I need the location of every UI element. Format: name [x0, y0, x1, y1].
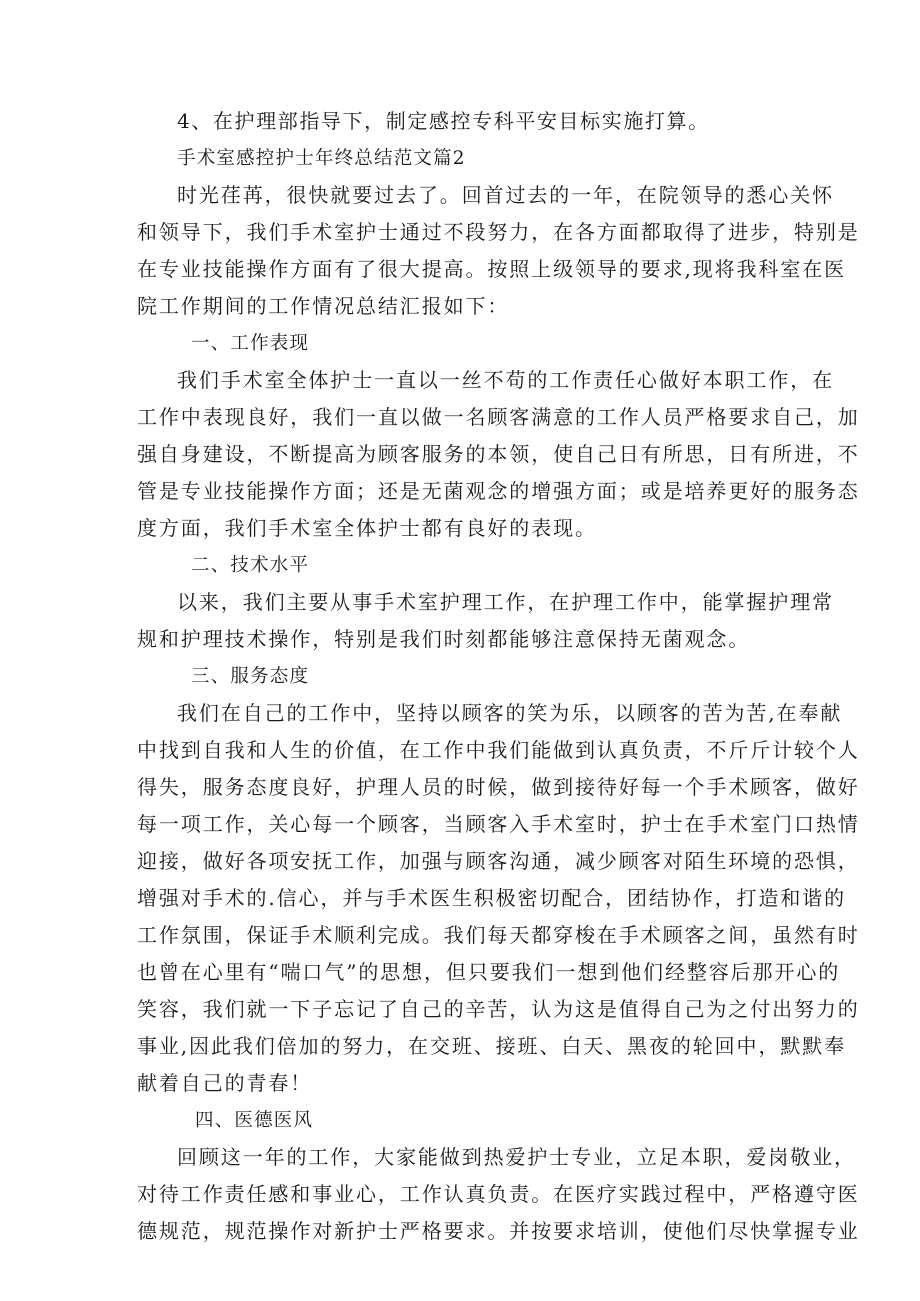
document-page [137, 103, 860, 1250]
paragraph-line: 事业,因此我们倍加的努力，在交班、接班、白天、黑夜的轮回中，默默奉 [137, 1034, 847, 1058]
paragraph-line: 以来，我们主要从事手术室护理工作，在护理工作中，能掌握护理常 [177, 590, 834, 614]
paragraph-line: 在专业技能操作方面有了很大提高。按照上级领导的要求,现将我科室在医 [137, 257, 847, 281]
paragraph-line: 院工作期间的工作情况总结汇报如下： [137, 294, 510, 318]
paragraph-line: 对待工作责任感和事业心，工作认真负责。在医疗实践过程中，严格遵守医 [137, 1182, 860, 1206]
article-title: 手术室感控护士年终总结范文篇2 [177, 148, 466, 169]
section-paragraph [137, 584, 834, 658]
section-heading: 一、工作表现 [191, 333, 310, 354]
paragraph-line: 每一项工作，关心每一个顾客，当顾客入手术室时，护士在手术室门口热情 [137, 812, 860, 836]
paragraph-line: 强自身建设，不断提高为顾客服务的本领，使自己日有所思，日有所进，不 [137, 442, 860, 466]
paragraph-line: 增强对手术的.信心，并与手术医生积极密切配合，团结协作，打造和谐的 [137, 886, 847, 910]
paragraph-line: 管是专业技能操作方面；还是无菌观念的增强方面；或是培养更好的服务态 [137, 479, 860, 503]
paragraph-line: 我们手术室全体护士一直以一丝不苟的工作责任心做好本职工作，在 [177, 368, 834, 392]
section-heading: 四、医德医风 [195, 1110, 314, 1131]
section-paragraph [137, 695, 860, 1102]
section-paragraph [137, 362, 860, 547]
paragraph-line: 也曾在心里有“喘口气”的思想，但只要我们一想到他们经整容后那开心的 [137, 960, 841, 984]
paragraph-line: 工作氛围，保证手术顺利完成。我们每天都穿梭在手术顾客之间，虽然有时 [137, 923, 860, 947]
opening-paragraph [137, 177, 860, 325]
intro-item: 4、在护理部指导下，制定感控专科平安目标实施打算。 [177, 109, 710, 133]
paragraph-line: 和领导下，我们手术室护士通过不段努力，在各方面都取得了进步，特别是 [137, 220, 860, 244]
paragraph-line: 迎接，做好各项安抚工作，加强与顾客沟通，减少顾客对陌生环境的恐惧， [137, 849, 860, 873]
paragraph-line: 回顾这一年的工作，大家能做到热爱护士专业，立足本职，爱岗敬业， [177, 1145, 856, 1169]
paragraph-line: 我们在自己的工作中，坚持以顾客的笑为乐，以顾客的苦为苦,在奉献 [177, 701, 843, 725]
section-paragraph [137, 1139, 860, 1250]
section-heading: 二、技术水平 [191, 555, 310, 576]
paragraph-line: 度方面，我们手术室全体护士都有良好的表现。 [137, 516, 597, 540]
paragraph-line: 笑容，我们就一下子忘记了自己的辛苦，认为这是值得自己为之付出努力的 [137, 997, 860, 1021]
paragraph-line: 中找到自我和人生的价值，在工作中我们能做到认真负责，不斤斤计较个人 [137, 738, 860, 762]
section-heading: 三、服务态度 [191, 666, 310, 687]
paragraph-line: 献着自己的青春！ [137, 1071, 313, 1095]
paragraph-line: 德规范，规范操作对新护士严格要求。并按要求培训，使他们尽快掌握专业 [137, 1219, 860, 1243]
paragraph-line: 工作中表现良好，我们一直以做一名顾客满意的工作人员严格要求自己，加 [137, 405, 860, 429]
paragraph-line: 得失，服务态度良好，护理人员的时候，做到接待好每一个手术顾客，做好 [137, 775, 860, 799]
paragraph-line: 时光荏苒，很快就要过去了。回首过去的一年，在院领导的悉心关怀 [177, 183, 834, 207]
paragraph-line: 规和护理技术操作，特别是我们时刻都能够注意保持无菌观念。 [137, 627, 751, 651]
